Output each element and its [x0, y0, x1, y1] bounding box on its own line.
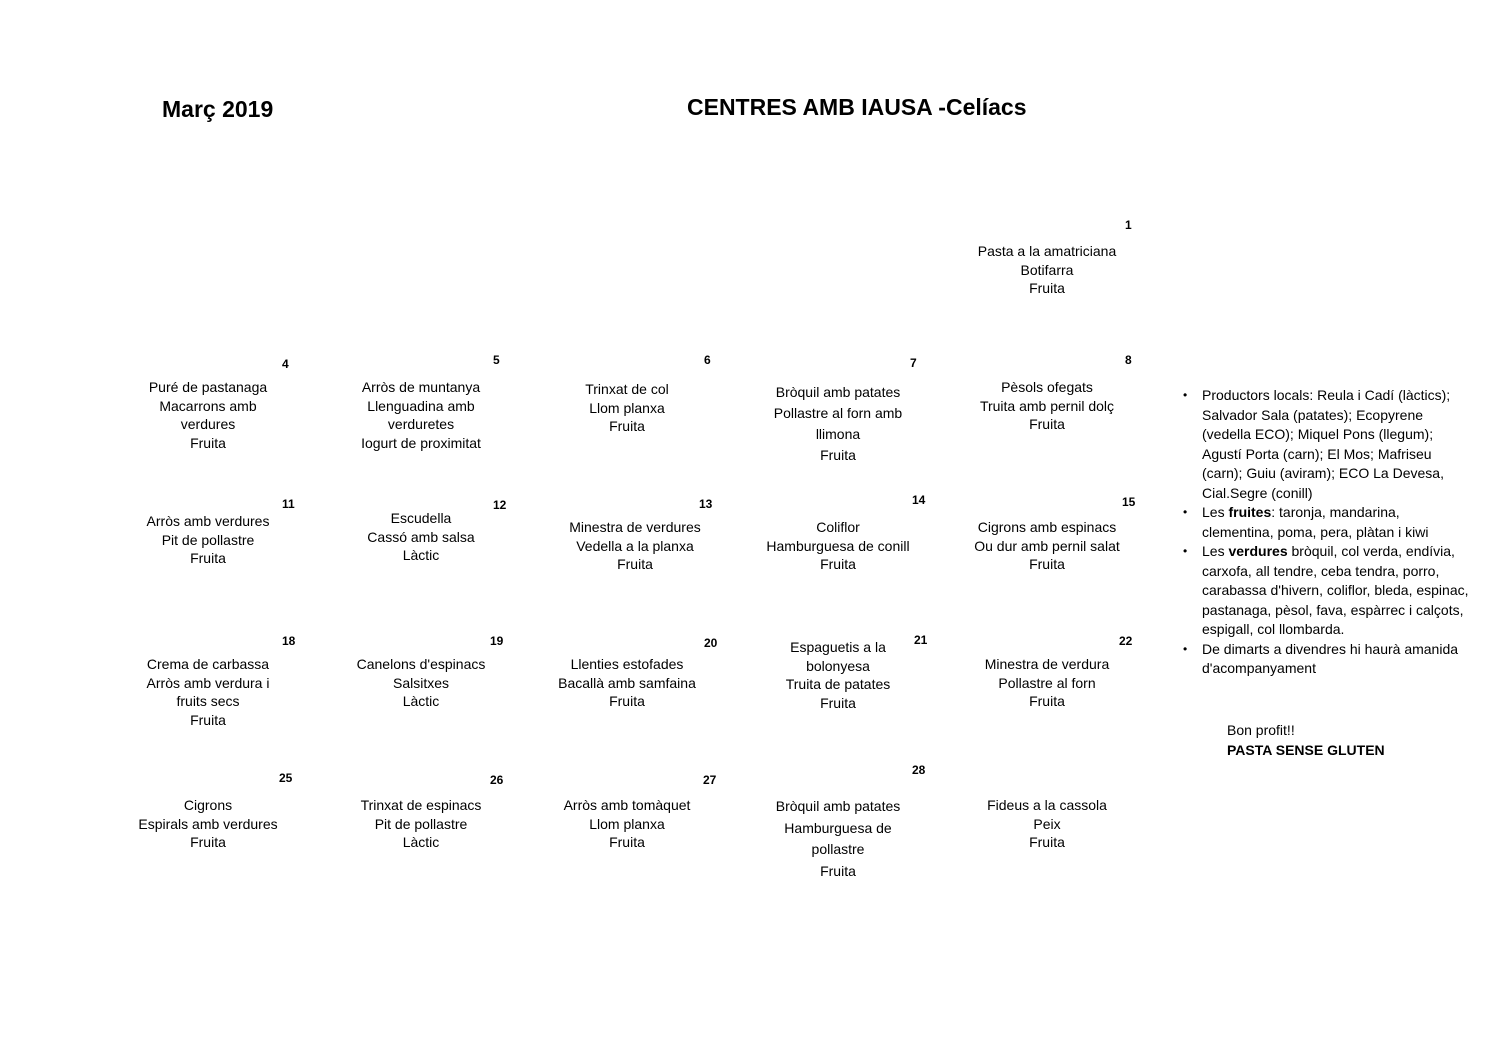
menu-dish: Ou dur amb pernil salat	[974, 537, 1120, 554]
menu-dish: Pasta a la amatriciana	[977, 243, 1117, 259]
day-menu	[748, 382, 928, 466]
day-number: 11	[282, 497, 295, 511]
day-number: 14	[912, 493, 926, 507]
menu-dish: Crema de carbassa	[146, 656, 270, 672]
day-number: 27	[703, 773, 717, 787]
menu-dish: Llom planxa	[589, 815, 665, 832]
menu-dish: Fruita	[1029, 834, 1065, 850]
day-menu	[331, 378, 511, 452]
day-menu	[331, 796, 511, 852]
menu-dish: Fruita	[1029, 280, 1065, 296]
menu-dish: Salsitxes	[392, 674, 450, 691]
day-menu	[957, 655, 1137, 711]
menu-dish: Làctic	[402, 547, 440, 563]
note-vegetables	[1183, 542, 1473, 640]
note-text: bròquil, col verda, endívia, carxofa, all tendre, ceba tendra, porro, carabassa d'hivern, coliflor, bleda, espinac, pastanaga, pèsol, fava, espàrrec i calçots, espigall, col llombarda.	[1202, 543, 1469, 637]
day-menu	[118, 796, 298, 852]
menu-dish: Fruita	[190, 434, 226, 451]
day-number: 28	[912, 763, 926, 777]
day-number: 8	[1125, 353, 1132, 367]
note-text: : taronja, mandarina, clementina, poma, pera, plàtan i kiwi	[1202, 504, 1429, 540]
menu-dish: Macarrons amb	[159, 397, 257, 414]
menu-dish: Fruita	[820, 447, 856, 463]
menu-dish: Trinxat de col	[585, 381, 669, 397]
menu-dish: Arròs amb verdures	[146, 513, 270, 529]
day-menu	[331, 509, 511, 565]
day-number: 18	[282, 634, 296, 648]
day-number: 15	[1122, 495, 1136, 509]
menu-dish: Coliflor	[816, 519, 860, 535]
day-number: 6	[704, 353, 711, 367]
day-number: 13	[699, 497, 713, 511]
menu-dish: Làctic	[402, 693, 440, 709]
day-number: 22	[1119, 634, 1133, 648]
menu-dish: Pollastre al forn	[998, 674, 1096, 691]
day-number: 4	[282, 357, 289, 371]
menu-dish: Fruita	[1029, 556, 1065, 572]
menu-dish: Làctic	[402, 834, 440, 850]
menu-dish: Fideus a la cassola	[987, 797, 1107, 813]
menu-dish: Pit de pollastre	[161, 531, 255, 548]
menu-dish: Trinxat de espinacs	[360, 797, 482, 813]
menu-dish: verdures	[180, 416, 236, 432]
menu-dish: Bròquil amb patates	[775, 798, 901, 814]
month-label: Març 2019	[162, 96, 274, 122]
day-menu	[957, 796, 1137, 852]
menu-dish: Fruita	[617, 556, 653, 572]
menu-dish: Cassó amb salsa	[367, 528, 475, 545]
menu-dish: Arròs amb tomàquet	[563, 797, 691, 813]
day-menu	[748, 796, 928, 882]
day-menu	[748, 638, 928, 712]
menu-dish: Canelons d'espinacs	[356, 656, 486, 672]
menu-dish: pollastre	[811, 841, 865, 857]
menu-dish: Iogurt de proximitat	[361, 434, 481, 451]
menu-dish: Bròquil amb patates	[775, 384, 901, 400]
menu-dish: Llenguadina amb	[367, 397, 475, 414]
gluten-free-text: PASTA SENSE GLUTEN	[1227, 742, 1385, 758]
menu-dish: Fruita	[609, 418, 645, 434]
menu-dish: Fruita	[609, 834, 645, 850]
menu-dish: Hamburguesa de conill	[766, 537, 910, 554]
menu-dish: Fruita	[190, 834, 226, 850]
day-number: 26	[490, 773, 504, 787]
note-keyword: verdures	[1228, 543, 1288, 559]
day-menu	[537, 796, 717, 852]
day-number: 1	[1125, 218, 1132, 232]
day-number: 21	[914, 633, 928, 647]
menu-dish: Arròs de muntanya	[361, 379, 481, 395]
menu-dish: Peix	[1033, 815, 1061, 832]
menu-dish: Escudella	[390, 510, 452, 526]
note-prefix: Les	[1202, 504, 1229, 520]
day-menu	[545, 518, 725, 574]
note-text: De dimarts a divendres hi haurà amanida d'acompanyament	[1202, 640, 1459, 676]
menu-dish: Pit de pollastre	[374, 815, 468, 832]
menu-dish: Fruita	[1029, 416, 1065, 432]
day-number: 20	[704, 636, 718, 650]
menu-dish: Minestra de verdura	[984, 656, 1110, 672]
day-menu	[118, 655, 298, 729]
menu-dish: Arròs amb verdura i	[146, 674, 270, 691]
menu-dish: Fruita	[609, 693, 645, 709]
note-fruits	[1183, 503, 1473, 542]
menu-dish: Minestra de verdures	[569, 519, 701, 535]
menu-dish: Espirals amb verdures	[138, 815, 278, 832]
menu-dish: Botifarra	[1020, 261, 1074, 278]
day-number: 7	[910, 356, 917, 370]
menu-dish: verduretes	[387, 416, 455, 432]
day-menu	[118, 512, 298, 568]
menu-dish: Bacallà amb samfaina	[558, 674, 696, 691]
day-menu	[118, 378, 298, 452]
note-keyword: fruites	[1228, 504, 1272, 520]
menu-dish: Cigrons amb espinacs	[977, 519, 1117, 535]
bon-profit-text: Bon profit!!	[1227, 722, 1295, 738]
menu-dish: Puré de pastanaga	[148, 379, 268, 395]
day-menu	[957, 242, 1137, 298]
menu-dish: llimona	[815, 426, 861, 442]
menu-dish: Fruita	[820, 862, 856, 879]
menu-dish: Fruita	[190, 711, 226, 728]
menu-dish: Pèsols ofegats	[1001, 379, 1093, 395]
menu-dish: Pollastre al forn amb	[773, 405, 903, 421]
day-menu	[748, 518, 928, 574]
notes-panel	[1183, 386, 1473, 679]
menu-dish: Hamburguesa de	[784, 819, 892, 836]
menu-dish: Espaguetis a la	[790, 639, 886, 655]
note-salad	[1183, 640, 1473, 679]
menu-dish: Truita de patates	[785, 676, 891, 692]
menu-dish: Llenties estofades	[570, 656, 684, 672]
menu-dish: Vedella a la planxa	[576, 537, 694, 554]
note-prefix: Les	[1202, 543, 1229, 559]
menu-dish: fruits secs	[176, 693, 240, 709]
menu-dish: Cigrons	[183, 797, 233, 813]
menu-dish: Fruita	[1029, 693, 1065, 709]
menu-dish: Fruita	[820, 556, 856, 572]
day-menu	[957, 518, 1137, 574]
menu-dish: Truita amb pernil dolç	[979, 397, 1115, 414]
note-local-producers	[1183, 386, 1473, 503]
day-number: 19	[490, 634, 504, 648]
day-menu	[957, 378, 1137, 434]
menu-dish: bolonyesa	[806, 657, 870, 674]
note-text: Productors locals: Reula i Cadí (làctics); Salvador Sala (patates); Ecopyrene (vedella ECO); Miquel Pons (llegum); Agustí Porta (carn); El Mos; Mafriseu (carn); Guiu (aviram); ECO La Devesa, Cial.Segre (conill)	[1202, 387, 1451, 501]
day-menu	[537, 380, 717, 436]
menu-dish: Fruita	[820, 694, 856, 711]
day-menu	[331, 655, 511, 711]
menu-dish: Fruita	[190, 550, 226, 566]
day-number: 25	[279, 771, 293, 785]
day-menu	[537, 655, 717, 711]
day-number: 12	[493, 498, 507, 512]
menu-dish: Llom planxa	[589, 399, 665, 416]
page-title: CENTRES AMB IAUSA -Celíacs	[687, 94, 1027, 120]
notes-list	[1183, 386, 1473, 679]
day-number: 5	[493, 353, 500, 367]
